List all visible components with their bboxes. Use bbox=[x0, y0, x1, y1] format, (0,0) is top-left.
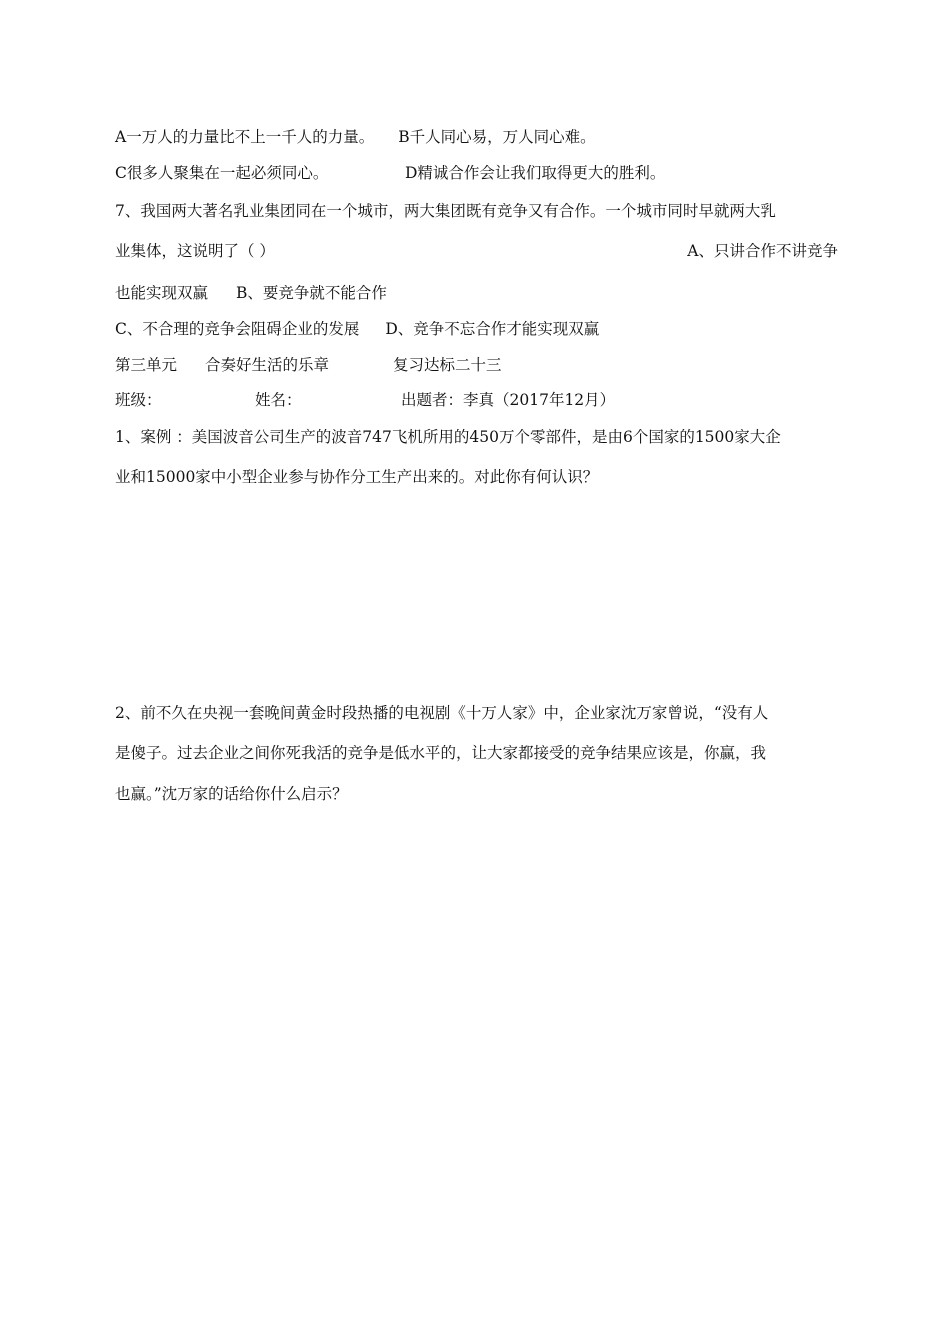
review-title: 复习达标二十三 bbox=[393, 356, 502, 374]
q7-stem-1: 7、我国两大著名乳业集团同在一个城市，两大集团既有竞争又有合作。一个城市同时早就两大乳 bbox=[115, 202, 776, 220]
q7-option-c: C、不合理的竞争会阻碍企业的发展 bbox=[115, 320, 360, 338]
question-2-line-2 bbox=[115, 742, 766, 764]
question-2-text-3: 也赢。”沈万家的话给你什么启示？ bbox=[115, 785, 348, 803]
question-1-line-2 bbox=[115, 466, 598, 488]
question-1-line-1 bbox=[115, 426, 781, 448]
name-label: 姓名： bbox=[255, 391, 302, 409]
question-1-text-2: 业和15000家中小型企业参与协作分工生产出来的。对此你有何认识？ bbox=[115, 468, 599, 486]
q7-option-a-line bbox=[687, 240, 838, 262]
q6-option-b: B千人同心易，万人同心难。 bbox=[398, 128, 596, 146]
q7-stem-2: 业集体，这说明了（ ） bbox=[115, 242, 275, 260]
question-2-line-3 bbox=[115, 783, 348, 805]
q7-option-b: B、要竞争就不能合作 bbox=[236, 284, 387, 302]
q7-option-a-part1: A、只讲合作不讲竞争 bbox=[687, 242, 838, 260]
q6-option-c: C很多人聚集在一起必须同心。 bbox=[115, 164, 329, 182]
lesson-title: 合奏好生活的乐章 bbox=[205, 356, 330, 374]
question-2-text-1: 2、前不久在央视一套晚间黄金时段热播的电视剧《十万人家》中，企业家沈万家曾说，“没有人 bbox=[115, 704, 769, 722]
question-1-text-1: 1、案例 ：美国波音公司生产的波音747飞机所用的450万个零部件，是由6个国家的1500家大企 bbox=[115, 428, 781, 446]
q7-row-3 bbox=[115, 282, 387, 304]
q6-option-a: A一万人的力量比不上一千人的力量。 bbox=[115, 128, 375, 146]
q6-row-2 bbox=[115, 162, 665, 184]
q7-stem-line-1 bbox=[115, 200, 776, 222]
question-2-text-2: 是傻子。过去企业之间你死我活的竞争是低水平的，让大家都接受的竞争结果应该是，你赢，我 bbox=[115, 744, 767, 762]
info-row bbox=[115, 389, 615, 411]
q7-stem-line-2 bbox=[115, 240, 275, 262]
unit-title: 第三单元 bbox=[115, 356, 178, 374]
q6-row-1 bbox=[115, 126, 596, 148]
class-label: 班级： bbox=[115, 391, 162, 409]
q7-option-d: D、竞争不忘合作才能实现双赢 bbox=[385, 320, 600, 338]
q6-option-d: D精诚合作会让我们取得更大的胜利。 bbox=[405, 164, 666, 182]
q7-row-4 bbox=[115, 318, 599, 340]
unit-header bbox=[115, 354, 502, 376]
question-2-line-1 bbox=[115, 702, 768, 724]
author-label: 出题者：李真（2017年12月） bbox=[401, 391, 616, 409]
q7-option-a-part2: 也能实现双赢 bbox=[115, 284, 209, 302]
